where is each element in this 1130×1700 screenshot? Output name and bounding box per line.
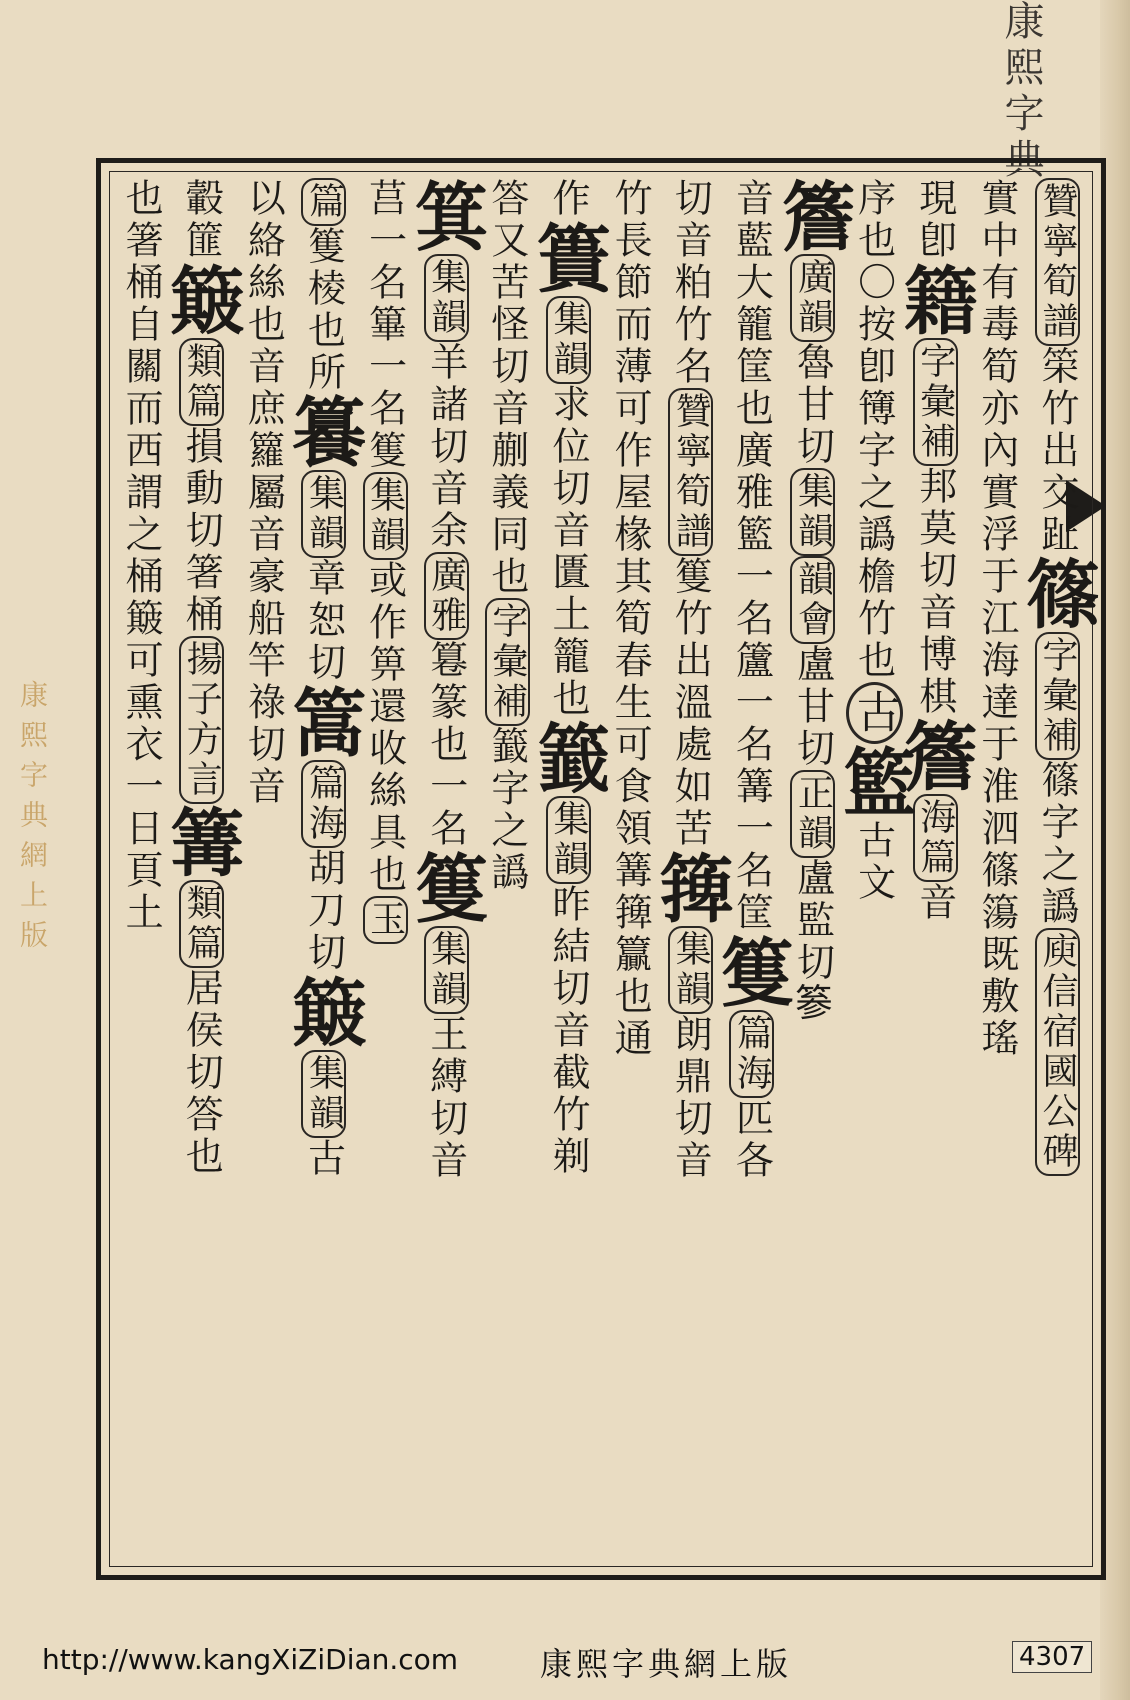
text-column xyxy=(1013,178,1100,1568)
headword: 篗 xyxy=(402,850,489,926)
text-frame xyxy=(96,158,1106,1580)
gloss-text: 居侯切答也 xyxy=(179,968,224,1178)
gloss-text: 浮于江海達于淮泗篠簜既敷瑤 xyxy=(974,514,1019,1060)
gloss-text: 切音粕竹名 xyxy=(668,178,713,388)
gloss-text: 古文 xyxy=(851,820,896,904)
running-head: 康熙字典 xyxy=(998,0,1044,184)
gloss-text: 籖字之譌 xyxy=(484,726,529,894)
source-citation: 廣韻 xyxy=(790,254,835,342)
gloss-text: 古 xyxy=(301,1138,346,1180)
gloss-text: 轂篚 xyxy=(179,178,224,262)
source-citation: 海篇 xyxy=(913,794,958,882)
text-column xyxy=(830,178,917,1568)
gloss-text: 篗竹出溫處如苦 xyxy=(668,556,713,850)
gloss-text: 箸桶自關而西謂之桶簸 xyxy=(119,220,164,640)
headword: 簷 xyxy=(891,718,978,794)
source-citation: 集韻 xyxy=(546,296,591,384)
gloss-text: 也〇按卽簙字之譌 xyxy=(851,220,896,556)
gloss-text: 作 xyxy=(545,178,590,220)
source-citation: 字彙補 xyxy=(485,598,530,726)
text-column xyxy=(891,178,978,1568)
headword: 簣 xyxy=(524,220,611,296)
gloss-text: 篹篆也一名 xyxy=(423,640,468,850)
gloss-text: 損動切箸桶 xyxy=(179,426,224,636)
text-column xyxy=(158,178,245,1568)
circled-mark: 古 xyxy=(846,682,903,744)
text-column xyxy=(647,178,734,1568)
source-citation: 贊寧筍譜 xyxy=(668,388,713,556)
source-citation: 字彙補 xyxy=(913,338,958,466)
headword: 篠 xyxy=(1013,556,1100,632)
gloss-text: 音 xyxy=(912,882,957,924)
headword: 籖 xyxy=(524,720,611,796)
gloss-text: 現卽 xyxy=(912,178,957,262)
gloss-text: 章恕切 xyxy=(301,558,346,684)
headword: 籑 xyxy=(280,394,367,470)
gloss-text: 領篝篺籯也通 xyxy=(608,808,653,1060)
headword: 篺 xyxy=(647,850,734,926)
text-column xyxy=(708,178,795,1568)
headword: 簸 xyxy=(158,262,245,338)
text-column xyxy=(280,178,367,1568)
gloss-text: 可熏衣一日頁土 xyxy=(119,640,164,934)
headword: 篙 xyxy=(280,684,367,760)
gloss-text: 匹各 xyxy=(729,1098,774,1182)
gloss-text: 魯甘切 xyxy=(790,342,835,468)
gloss-text: 羊諸切音余 xyxy=(423,342,468,552)
gloss-text: 以絡絲也 xyxy=(241,178,286,346)
source-citation: 集韻 xyxy=(301,1050,346,1138)
gloss-text: 篠字之譌 xyxy=(1034,760,1079,928)
source-citation: 篇海 xyxy=(301,760,346,848)
text-column xyxy=(236,178,289,1568)
gloss-text: 又苦怪切音蒯義同 xyxy=(484,220,529,556)
side-label: 康熙字典網上版 xyxy=(16,680,49,960)
source-citation: 字彙補 xyxy=(1035,632,1080,760)
source-citation: 集韻 xyxy=(424,254,469,342)
gloss-text: 王縛切音 xyxy=(423,1014,468,1182)
text-column xyxy=(524,178,611,1568)
source-citation: 韻會 xyxy=(790,556,835,644)
gloss-text: 或作箅 xyxy=(362,560,407,686)
gloss-text: 也 xyxy=(119,178,164,220)
gloss-text: 莒一名篳一名篗 xyxy=(362,178,407,472)
gloss-text: 音藍大籠筐也廣雅籃一名籚一名篝一名筐 xyxy=(729,178,774,934)
source-citation: 集韻 xyxy=(790,468,835,556)
gloss-text: 祿切音 xyxy=(241,682,286,808)
gloss-text: 篗棱也所 xyxy=(301,226,346,394)
headword: 籃 xyxy=(830,744,917,820)
gloss-text: 盧甘切 xyxy=(790,644,835,770)
headword: 簷 xyxy=(769,178,856,254)
source-citation: 廣雅 xyxy=(424,552,469,640)
gloss-text: 邦莫切音博棋 xyxy=(912,466,957,718)
source-citation: 集韻 xyxy=(546,796,591,884)
headword: 簸 xyxy=(280,974,367,1050)
gloss-text: 音豪船竿 xyxy=(241,514,286,682)
gloss-text: 朗鼎切音 xyxy=(668,1014,713,1182)
source-citation: 贊寧筍譜 xyxy=(1035,178,1080,346)
source-citation: 揚子方言 xyxy=(179,636,224,804)
gloss-text: 筞竹出交趾 xyxy=(1034,346,1079,556)
source-citation: 庾信宿國公碑 xyxy=(1035,928,1080,1176)
text-column xyxy=(603,178,656,1568)
text-column xyxy=(359,178,412,1568)
headword: 篝 xyxy=(158,804,245,880)
source-citation: 集韻 xyxy=(363,472,408,560)
footer-title: 康熙字典網上版 xyxy=(540,1645,793,1683)
text-column xyxy=(114,178,167,1568)
gloss-text: 盧監切𥮾 xyxy=(790,858,835,1026)
footer xyxy=(0,1635,1130,1700)
gloss-text: 還收絲具也 xyxy=(362,686,407,896)
headword: 篗 xyxy=(708,934,795,1010)
source-citation: 集韻 xyxy=(301,470,346,558)
text-column xyxy=(769,178,856,1568)
source-citation: 類篇 xyxy=(179,880,224,968)
gloss-text: 答 xyxy=(484,178,529,220)
source-citation: 集韻 xyxy=(668,926,713,1014)
gloss-text: 音庶籮屬 xyxy=(241,346,286,514)
headword: 箕 xyxy=(402,178,489,254)
source-citation: 篇海 xyxy=(729,1010,774,1098)
site-url-link[interactable]: http://www.kangXiZiDian.com xyxy=(42,1643,459,1676)
text-column xyxy=(481,178,534,1568)
gloss-text: 序 xyxy=(851,178,896,220)
page-number: 4307 xyxy=(1012,1641,1092,1673)
source-citation: 類篇 xyxy=(179,338,224,426)
source-citation: 正韻 xyxy=(790,770,835,858)
gloss-text: 竹長節而薄可作屋椽其筍春生可食 xyxy=(608,178,653,808)
source-citation: 集韻 xyxy=(424,926,469,1014)
gloss-text: 也 xyxy=(484,556,529,598)
gloss-text: 胡刀切 xyxy=(301,848,346,974)
text-column xyxy=(402,178,489,1568)
gloss-text: 檐竹也 xyxy=(851,556,896,682)
headword: 籍 xyxy=(891,262,978,338)
text-column xyxy=(970,178,1023,1568)
source-citation: 玉 xyxy=(363,896,408,944)
source-citation: 篇 xyxy=(301,178,346,226)
gloss-text: 實中有毒筍亦內實 xyxy=(974,178,1019,514)
column-container xyxy=(109,171,1100,1567)
gloss-text: 昨結切音截竹剃 xyxy=(545,884,590,1178)
gloss-text: 求位切音匱土籠也 xyxy=(545,384,590,720)
